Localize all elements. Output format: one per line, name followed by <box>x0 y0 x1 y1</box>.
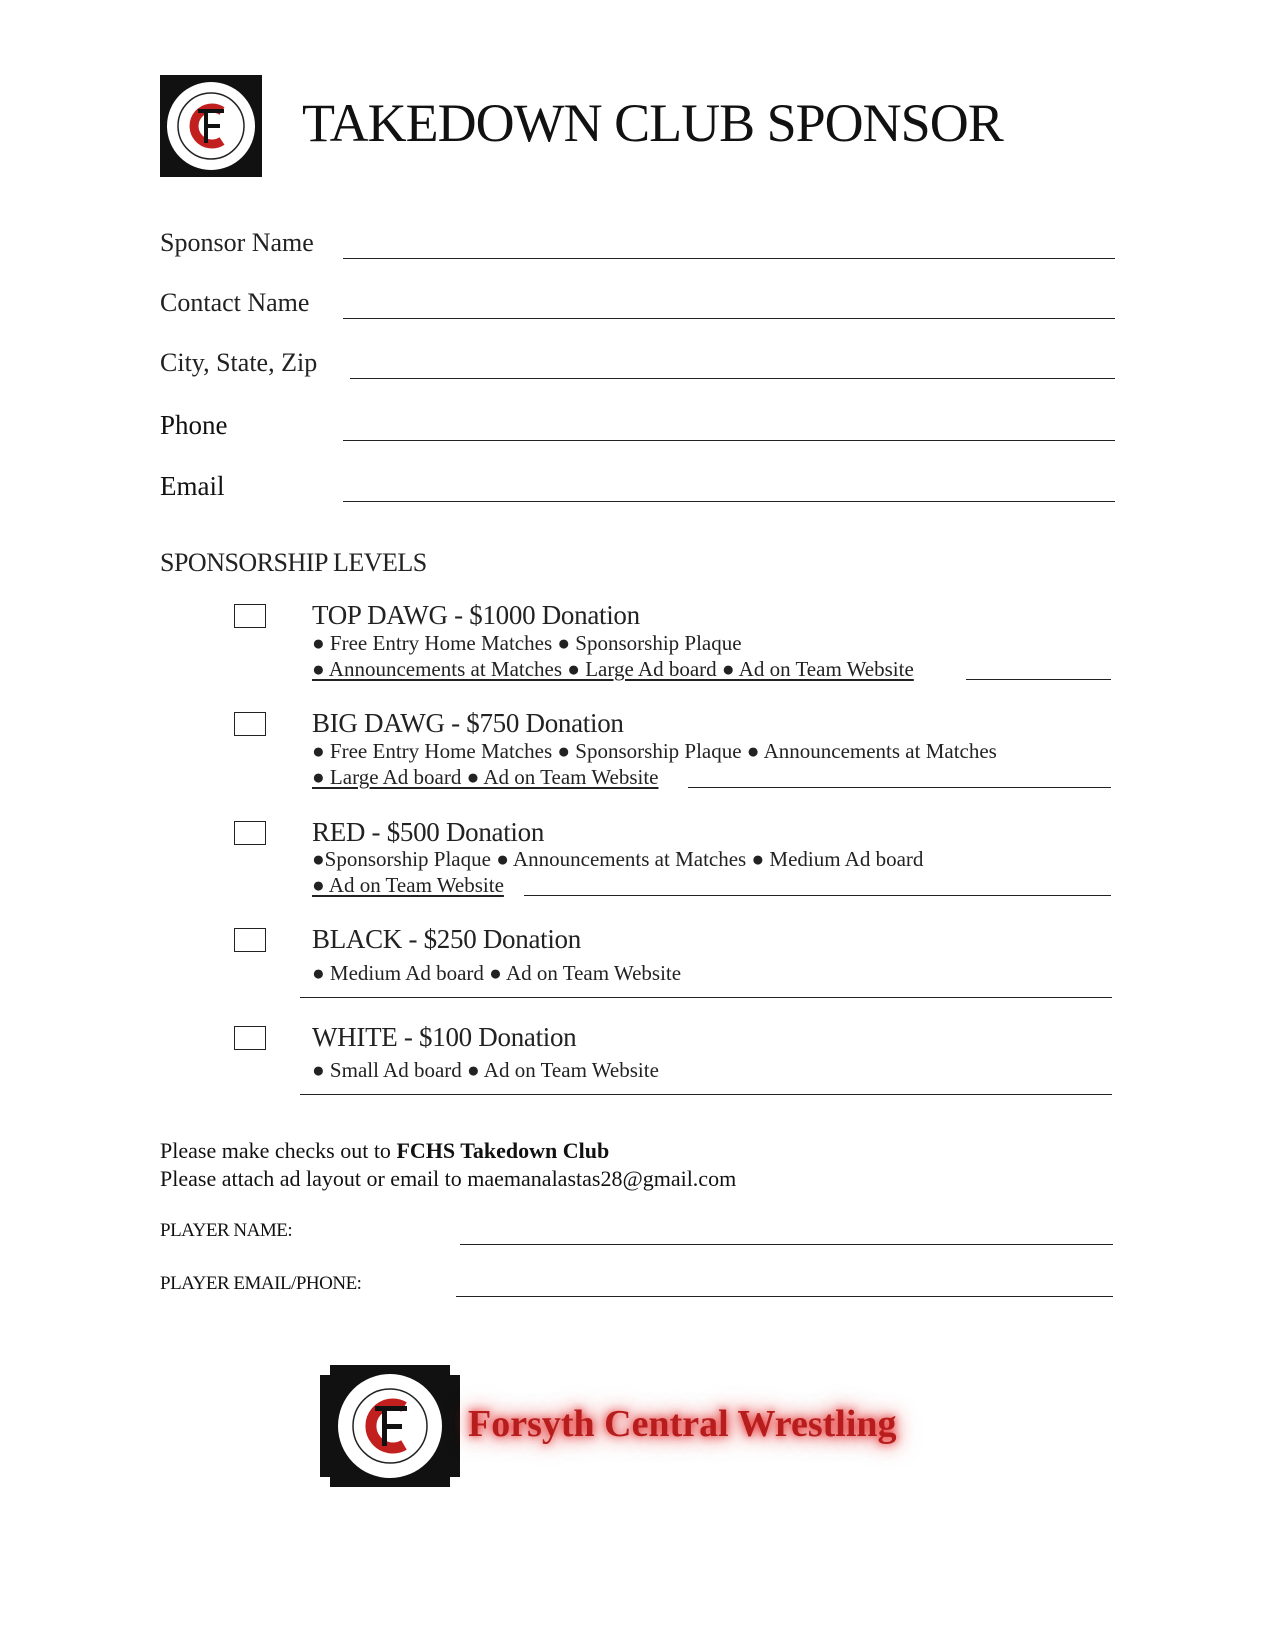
checkbox-white[interactable] <box>234 1026 266 1050</box>
city-state-zip-field[interactable] <box>350 378 1115 379</box>
level-benefits-white: ● Small Ad board ● Ad on Team Website <box>312 1058 659 1082</box>
level-benefits-top-dawg-1: ● Free Entry Home Matches ● Sponsorship Plaque <box>312 631 742 655</box>
contact-name-label: Contact Name <box>160 288 310 317</box>
page-title: TAKEDOWN CLUB SPONSOR <box>302 93 1003 153</box>
checks-note-prefix: Please make checks out to <box>160 1138 397 1163</box>
checkbox-black[interactable] <box>234 928 266 952</box>
level-benefits-red-1: ●Sponsorship Plaque ● Announcements at Matches ● Medium Ad board <box>312 847 924 871</box>
level-benefits-black: ● Medium Ad board ● Ad on Team Website <box>312 961 682 985</box>
level-rule <box>524 895 1111 896</box>
level-title-big-dawg: BIG DAWG - $750 Donation <box>312 708 624 738</box>
player-name-label: PLAYER NAME: <box>160 1220 293 1241</box>
fc-emblem-icon <box>320 1365 460 1487</box>
player-email-phone-field[interactable] <box>456 1296 1113 1297</box>
email-field[interactable] <box>343 501 1115 502</box>
checks-note <box>160 1138 609 1164</box>
checks-payee: FCHS Takedown Club <box>396 1138 610 1163</box>
level-benefits-big-dawg-1: ● Free Entry Home Matches ● Sponsorship Plaque ● Announcements at Matches <box>312 739 997 763</box>
fc-emblem-icon <box>160 75 262 177</box>
brand-wordmark: Forsyth Central Wrestling <box>468 1403 897 1445</box>
sponsorship-levels-heading: SPONSORSHIP LEVELS <box>160 548 427 577</box>
phone-field[interactable] <box>343 440 1115 441</box>
checkbox-red[interactable] <box>234 821 266 845</box>
level-title-red: RED - $500 Donation <box>312 817 545 847</box>
sponsor-name-label: Sponsor Name <box>160 228 314 257</box>
email-label: Email <box>160 471 225 501</box>
level-benefits-big-dawg-2: ● Large Ad board ● Ad on Team Website <box>312 765 659 789</box>
attach-note: Please attach ad layout or email to maemanalastas28@gmail.com <box>160 1166 737 1191</box>
header-logo <box>160 75 262 177</box>
level-title-top-dawg: TOP DAWG - $1000 Donation <box>312 600 640 630</box>
level-title-white: WHITE - $100 Donation <box>312 1022 577 1052</box>
player-name-field[interactable] <box>460 1244 1113 1245</box>
footer-logo <box>320 1365 460 1487</box>
sponsor-name-field[interactable] <box>343 258 1115 259</box>
player-email-phone-label: PLAYER EMAIL/PHONE: <box>160 1273 362 1294</box>
checkbox-top-dawg[interactable] <box>234 604 266 628</box>
level-benefits-top-dawg-2: ● Announcements at Matches ● Large Ad board ● Ad on Team Website <box>312 657 914 681</box>
level-rule <box>688 787 1111 788</box>
contact-name-field[interactable] <box>343 318 1115 319</box>
level-rule <box>966 679 1111 680</box>
level-title-black: BLACK - $250 Donation <box>312 924 581 954</box>
level-rule <box>300 997 1112 998</box>
level-benefits-red-2: ● Ad on Team Website <box>312 873 504 897</box>
city-state-zip-label: City, State, Zip <box>160 348 318 377</box>
phone-label: Phone <box>160 410 228 440</box>
level-rule <box>300 1094 1112 1095</box>
checkbox-big-dawg[interactable] <box>234 712 266 736</box>
